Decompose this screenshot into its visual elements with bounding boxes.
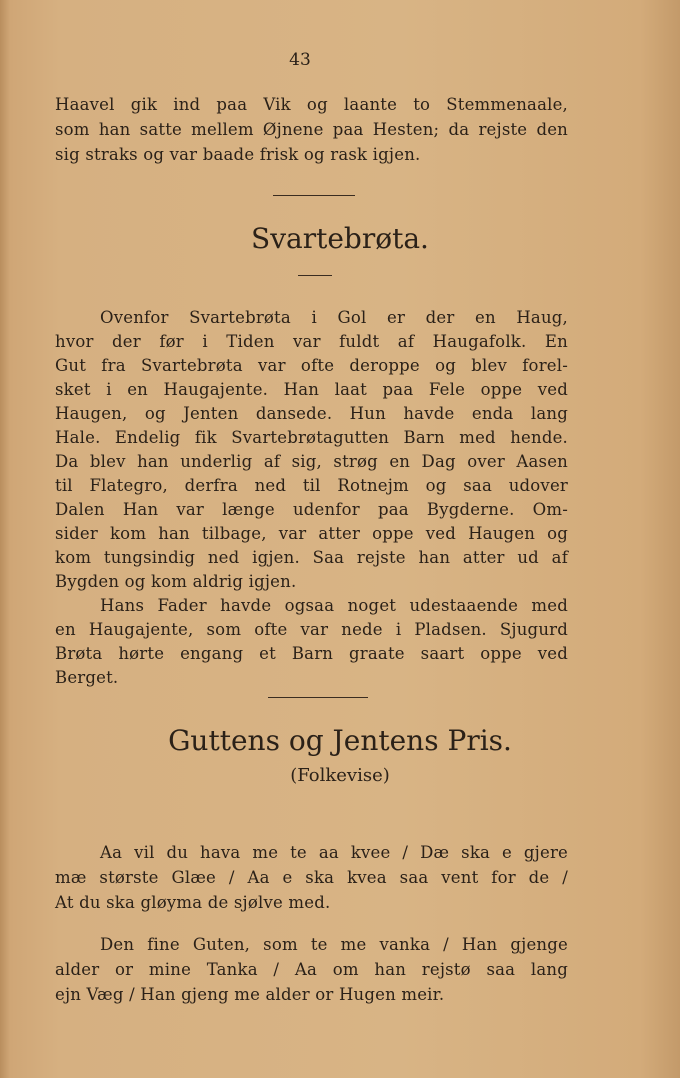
text-line: Hale. Endelig fik Svartebrøtagutten Barn med hende. xyxy=(55,428,568,447)
text-line: sket i en Haugajente. Han laat paa Fele oppe ved xyxy=(55,380,568,399)
text-line: Bygden og kom aldrig igjen. xyxy=(55,572,297,591)
text-line: Da blev han underlig af sig, strøg en Dag over Aasen xyxy=(55,452,568,471)
section-subtitle: (Folkevise) xyxy=(290,765,390,786)
text-line: Haavel gik ind paa Vik og laante to Stemmenaale, xyxy=(55,95,568,114)
text-line: kom tungsindig ned igjen. Saa rejste han atter ud af xyxy=(55,548,568,567)
text-line: sider kom han tilbage, var atter oppe ved Haugen og xyxy=(55,524,568,543)
verse-line: ejn Væg / Han gjeng me alder or Hugen meir. xyxy=(55,985,445,1004)
text-line: Berget. xyxy=(55,668,119,687)
text-line: som han satte mellem Øjnene paa Hesten; da rejste den xyxy=(55,120,568,139)
text-line: Haugen, og Jenten dansede. Hun havde enda lang xyxy=(55,404,568,423)
divider xyxy=(273,195,355,196)
text-line: hvor der før i Tiden var fuldt af Haugafolk. En xyxy=(55,332,568,351)
text-line: sig straks og var baade frisk og rask igjen. xyxy=(55,145,421,164)
page-number: 43 xyxy=(289,50,311,70)
verse-line: mæ største Glæe / Aa e ska kvea saa vent for de / xyxy=(55,868,568,887)
divider xyxy=(298,275,332,276)
section-title: Svartebrøta. xyxy=(251,222,429,255)
text-line: Hans Fader havde ogsaa noget udestaaende med xyxy=(100,596,568,615)
verse-line: alder or mine Tanka / Aa om han rejstø saa lang xyxy=(55,960,568,979)
text-line: Ovenfor Svartebrøta i Gol er der en Haug, xyxy=(100,308,568,327)
text-line: Brøta hørte engang et Barn graate saart oppe ved xyxy=(55,644,568,663)
verse-line: Den fine Guten, som te me vanka / Han gjenge xyxy=(100,935,568,954)
text-line: til Flategro, derfra ned til Rotnejm og saa udover xyxy=(55,476,568,495)
verse-line: Aa vil du hava me te aa kvee / Dæ ska e gjere xyxy=(100,843,568,862)
text-line: Dalen Han var længe udenfor paa Bygderne. Om- xyxy=(55,500,568,519)
verse-line: At du ska gløyma de sjølve med. xyxy=(55,893,331,912)
text-line: en Haugajente, som ofte var nede i Pladsen. Sjugurd xyxy=(55,620,568,639)
section-title: Guttens og Jentens Pris. xyxy=(168,724,512,757)
text-line: Gut fra Svartebrøta var ofte deroppe og blev forel- xyxy=(55,356,568,375)
divider xyxy=(268,697,368,698)
